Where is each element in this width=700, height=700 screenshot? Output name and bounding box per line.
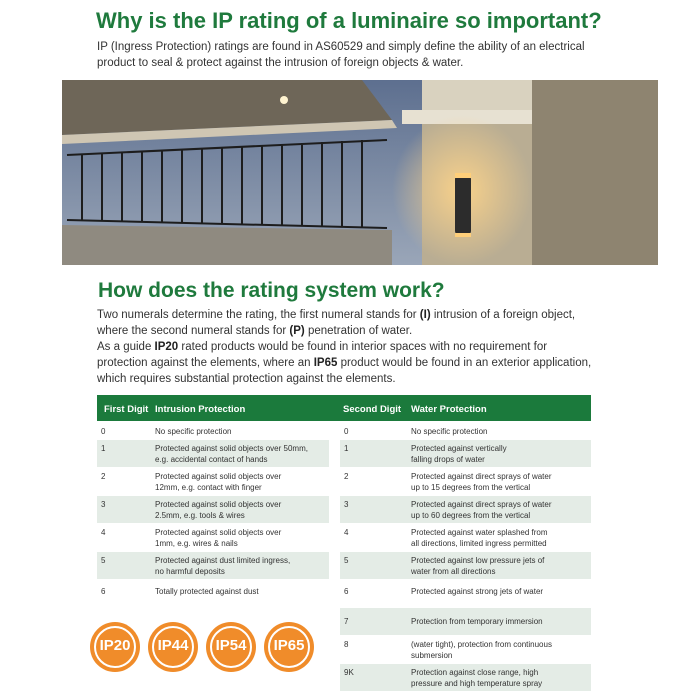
- water-row: [340, 468, 591, 495]
- intrusion-description: [155, 499, 281, 521]
- water-description-line: Protected against strong jets of water: [411, 586, 544, 596]
- water-digit: 8: [344, 640, 349, 649]
- water-description-line: up to 60 degrees from the vertical: [411, 511, 531, 520]
- water-description-line: falling drops of water: [411, 455, 485, 464]
- water-digit: 4: [344, 528, 349, 537]
- luminaire-photo: [62, 80, 658, 265]
- intrusion-description-line: Totally protected against dust: [155, 586, 259, 596]
- water-digit: 5: [344, 556, 349, 565]
- intrusion-description: [155, 426, 231, 437]
- water-row: [340, 496, 591, 523]
- intrusion-description-line: Protected against dust limited ingress,: [155, 556, 291, 565]
- water-digit: 7: [344, 617, 349, 626]
- water-description-line: Protection against close range, high: [411, 668, 539, 677]
- water-digit: 1: [344, 444, 349, 453]
- intrusion-digit: 3: [101, 500, 106, 509]
- water-description: [411, 527, 548, 549]
- intrusion-digit: 6: [101, 586, 106, 596]
- header-water-protection: Water Protection: [411, 404, 487, 415]
- intrusion-description-line: Protected against solid objects over: [155, 528, 282, 537]
- intrusion-description: [155, 586, 259, 597]
- intrusion-digit: 5: [101, 556, 106, 565]
- water-description-line: up to 15 degrees from the vertical: [411, 483, 531, 492]
- intrusion-description: [155, 555, 290, 577]
- water-row: [340, 608, 591, 635]
- water-row: [340, 636, 591, 663]
- intrusion-row: [97, 468, 329, 495]
- water-row: [340, 440, 591, 467]
- water-description-line: Protected against low pressure jets of: [411, 556, 545, 565]
- water-description-line: submersion: [411, 651, 453, 660]
- water-digit: 9K: [344, 668, 354, 677]
- intrusion-row: [97, 423, 329, 439]
- ip-badge: [90, 622, 140, 672]
- ip-badge: [148, 622, 198, 672]
- water-description-line: (water tight), protection from continuous: [411, 640, 552, 649]
- water-description: [411, 667, 542, 689]
- intrusion-row: [97, 580, 329, 602]
- intrusion-digit: 0: [101, 426, 106, 436]
- water-digit: 2: [344, 472, 349, 481]
- water-row: [340, 580, 591, 602]
- water-description: [411, 471, 552, 493]
- intrusion-description-line: Protected against solid objects over: [155, 472, 282, 481]
- ip-badges: [90, 622, 320, 674]
- water-description: [411, 443, 507, 465]
- water-row: [340, 552, 591, 579]
- intrusion-row: [97, 524, 329, 551]
- intrusion-description: [155, 527, 281, 549]
- water-description-line: pressure and high temperature spray: [411, 679, 543, 688]
- water-digit: 6: [344, 586, 349, 596]
- water-description-line: Protected against vertically: [411, 444, 507, 453]
- water-description-line: all directions, limited ingress permitted: [411, 539, 547, 548]
- rating-guide: As a guide IP20 rated products would be found in interior spaces with no requirement for protection against the elements, where an IP65 product would be found in an exterior application, which requires substantial protection against the elements.: [97, 341, 592, 385]
- water-row: [340, 664, 591, 691]
- badge-label: IP20: [99, 637, 131, 654]
- water-row: [340, 423, 591, 439]
- water-digit: 0: [344, 426, 349, 436]
- rating-explanation: Two numerals determine the rating, the first numeral stands for (I) intrusion of a foreign object, where the second numeral stands for (P) penetration of water.: [97, 309, 576, 337]
- water-row: [340, 524, 591, 551]
- header-first-digit: First Digit: [104, 404, 149, 415]
- intrusion-row: [97, 552, 329, 579]
- intrusion-description-line: No specific protection: [155, 426, 232, 436]
- water-description: [411, 499, 552, 521]
- intrusion-row: [97, 440, 329, 467]
- water-description-line: No specific protection: [411, 426, 488, 436]
- water-description: [411, 586, 543, 597]
- table-header: [97, 395, 591, 421]
- water-description: [411, 426, 487, 437]
- water-description-line: Protection from temporary immersion: [411, 617, 543, 626]
- intrusion-description: [155, 471, 281, 493]
- intrusion-description-line: e.g. accidental contact of hands: [155, 455, 268, 464]
- intrusion-description-line: no harmful deposits: [155, 567, 225, 576]
- badge-label: IP65: [273, 637, 305, 654]
- intrusion-digit: 1: [101, 444, 106, 453]
- intrusion-description-line: 2.5mm, e.g. tools & wires: [155, 511, 245, 520]
- intrusion-digit: 2: [101, 472, 106, 481]
- badge-label: IP44: [157, 637, 189, 654]
- intrusion-digit: 4: [101, 528, 106, 537]
- ip-badge: [264, 622, 314, 672]
- intrusion-description: [155, 443, 308, 465]
- water-description: [411, 555, 544, 577]
- water-description-line: Protected against direct sprays of water: [411, 472, 552, 481]
- intrusion-description-line: 1mm, e.g. wires & nails: [155, 539, 238, 548]
- intrusion-description-line: Protected against solid objects over: [155, 500, 282, 509]
- water-description-line: water from all directions: [411, 567, 496, 576]
- water-description: [411, 616, 543, 627]
- header-intrusion-protection: Intrusion Protection: [155, 404, 246, 415]
- badge-label: IP54: [215, 637, 247, 654]
- section-heading: How does the rating system work?: [98, 279, 445, 302]
- water-description-line: Protected against direct sprays of water: [411, 500, 552, 509]
- intro-paragraph: IP (Ingress Protection) ratings are found in AS60529 and simply define the ability of an electrical product to seal & protect against the intrusion of foreign objects & water.: [97, 41, 585, 69]
- water-digit: 3: [344, 500, 349, 509]
- page-title: Why is the IP rating of a luminaire so important?: [96, 8, 602, 33]
- intrusion-description-line: Protected against solid objects over 50mm,: [155, 444, 308, 453]
- water-description: [411, 639, 552, 661]
- intrusion-description-line: 12mm, e.g. contact with finger: [155, 483, 262, 492]
- ip-badge: [206, 622, 256, 672]
- water-description-line: Protected against water splashed from: [411, 528, 548, 537]
- header-second-digit: Second Digit: [343, 404, 402, 415]
- intrusion-row: [97, 496, 329, 523]
- section-body: [97, 307, 597, 387]
